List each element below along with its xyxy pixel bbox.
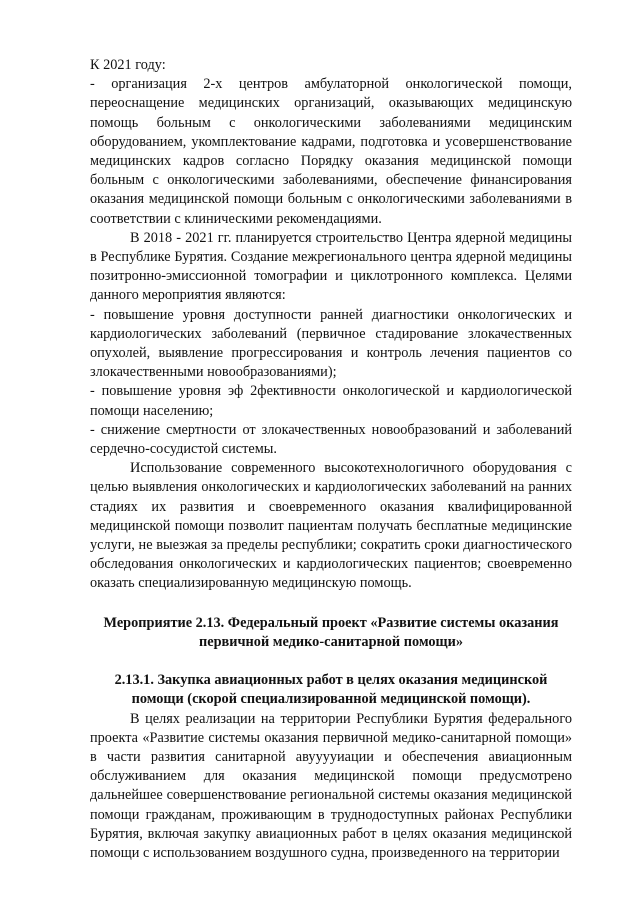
section-heading: Мероприятие 2.13. Федеральный проект «Развитие системы оказания первичной медико-санитарной помощи» (103, 614, 559, 650)
bullet-organization: - организация 2-х центров амбулаторной онкологической помощи, переоснащение медицинских организаций, оказывающих медицинскую помощь больным с онкологическими заболеваниями медицинским оборудованием, укомплектование кадрами, подготовка и усовершенствование медицинских кадров согласно Порядку оказания медицинской помощи больным с онкологическими заболеваниями, обеспечение финансирования оказания медицинской помощи больным с онкологическими заболеваниями в соответствии с клиническими рекомендациями. (90, 76, 572, 227)
paragraph-aviation: В целях реализации на территории Республики Бурятия федерального проекта «Развитие системы оказания первичной медико-санитарной помощи» в части развития санитарной авууууиации и обеспечения авиационным обслуживанием для оказания медицинской помощи предусмотрено дальнейшее совершенствование региональной системы оказания медицинской помощи гражданам, проживающим в труднодоступных районах Республики Бурятия, включая закупку авиационных работ в целях оказания медицинской помощи с использованием воздушного судна, произведенного на территории (90, 710, 572, 861)
spacer (90, 652, 572, 671)
subsection-heading: 2.13.1. Закупка авиационных работ в целях оказания медицинской помощи (скорой специализированной медицинской помощи). (114, 672, 548, 708)
spacer (90, 594, 572, 614)
bullet-mortality: - снижение смертности от злокачественных новообразований и заболеваний сердечно-сосудистой системы. (90, 421, 572, 458)
paragraph-equipment: Использование современного высокотехнологичного оборудования с целью выявления онкологических и кардиологических заболеваний на ранних стадиях их развития и своевременного оказания квалифицированной медицинской помощи позволит пациентам получать бесплатные медицинские услуги, не выезжая за пределы республики; сократить сроки диагностического обследования онкологических и кардиологических пациентов; своевременно оказать специализированную медицинскую помощь. (90, 460, 572, 592)
intro-line: К 2021 году: (90, 57, 166, 73)
paragraph-nuclear-center: В 2018 - 2021 гг. планируется строительство Центра ядерной медицины в Республике Бурятия. Создание межрегионального центра ядерной медицины позитронно-эмиссионной томографии и циклотронного комплекса. Целями данного мероприятия являются: (90, 229, 572, 304)
bullet-diagnostics: - повышение уровня доступности ранней диагностики онкологических и кардиологических заболеваний (первичное стадирование злокачественных опухолей, выявление прогрессирования и контроль лечения пациентов со злокачественными новообразованиями); (90, 306, 572, 381)
document-page (90, 56, 572, 863)
bullet-efficiency: - повышение уровня эф 2фективности онкологической и кардиологической помощи населению; (90, 383, 572, 419)
